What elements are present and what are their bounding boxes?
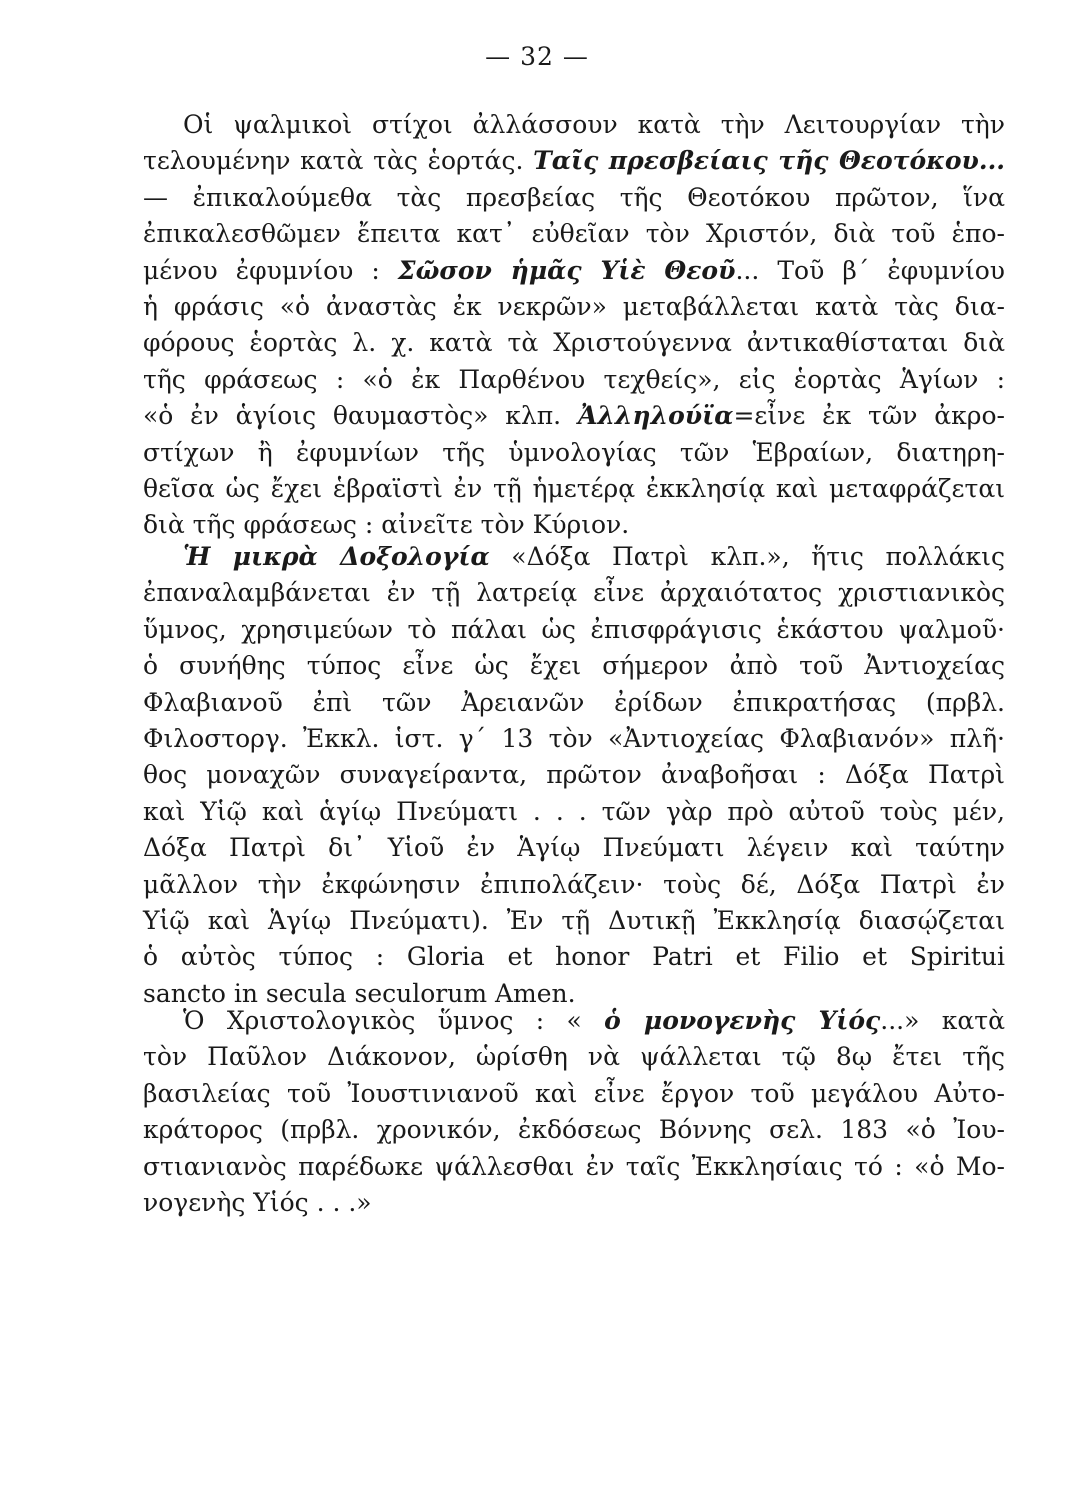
text-segment: φόρους ἑορτὰς λ. χ. κατὰ τὰ Χριστούγεννα ἀντικαθίσταται διὰ xyxy=(143,328,1005,358)
text-segment: ἐπικαλεσθῶμεν ἔπειτα κατ᾽ εὐθεῖαν τὸν Χριστόν, διὰ τοῦ ἑπο- xyxy=(143,219,1005,249)
text-segment: «ὁ ἐν ἁγίοις θαυμαστὸς» κλπ. xyxy=(143,401,578,431)
text-line xyxy=(143,575,1005,611)
text-segment: ... Τοῦ β΄ ἐφυμνίου xyxy=(735,255,1005,285)
text-segment: ἐπαναλαμβάνεται ἐν τῇ λατρείᾳ εἶνε ἀρχαιότατος χριστιανικὸς xyxy=(143,578,1005,608)
text-segment: sancto in secula seculorum Amen. xyxy=(143,978,576,1008)
text-segment: =εἶνε ἐκ τῶν ἀκρο- xyxy=(733,401,1005,431)
text-segment: — ἐπικαλούμεθα τὰς πρεσβείας τῆς Θεοτόκου πρῶτον, ἵνα xyxy=(143,182,1005,212)
text-line xyxy=(143,612,1005,648)
paragraph-small-doxology xyxy=(143,539,1005,1012)
text-line xyxy=(143,107,1005,143)
text-segment: μᾶλλον τὴν ἐκφώνησιν ἐπιπολάζειν· τοὺς δέ, Δόξα Πατρὶ ἐν xyxy=(143,869,1005,899)
text-segment: ὁ αὐτὸς τύπος : Gloria et honor Patri et Filio et Spiritui xyxy=(143,942,1005,972)
text-segment: Δόξα Πατρὶ δι᾽ Υἱοῦ ἐν Ἁγίῳ Πνεύματι λέγειν καὶ ταύτην xyxy=(143,833,1005,863)
text-segment: ἡ φράσις «ὁ ἀναστὰς ἐκ νεκρῶν» μεταβάλλεται κατὰ τὰς δια- xyxy=(143,291,1005,321)
text-line xyxy=(143,830,1005,866)
text-segment: Φιλοστοργ. Ἐκκλ. ἱστ. γ΄ 13 τὸν «Ἀντιοχείας Φλαβιανόν» πλῆ· xyxy=(143,723,1005,753)
text-segment: κράτορος (πρβλ. χρονικόν, ἐκδόσεως Βόννης σελ. 183 «ὁ Ἰου- xyxy=(143,1115,1005,1145)
text-line xyxy=(143,289,1005,325)
text-segment: βασιλείας τοῦ Ἰουστινιανοῦ καὶ εἶνε ἔργον τοῦ μεγάλου Αὐτο- xyxy=(143,1078,1005,1108)
text-line xyxy=(143,1112,1005,1148)
text-line xyxy=(143,903,1005,939)
text-segment: θος μοναχῶν συναγείραντα, πρῶτον ἀναβοῆσαι : Δόξα Πατρὶ xyxy=(143,760,1005,790)
text-segment: Υἱῷ καὶ Ἁγίῳ Πνεύματι). Ἐν τῇ Δυτικῇ Ἐκκλησίᾳ διασῴζεται xyxy=(143,905,1005,935)
text-line xyxy=(143,216,1005,252)
text-segment: ὕμνος, χρησιμεύων τὸ πάλαι ὡς ἐπισφράγισις ἑκάστου ψαλμοῦ· xyxy=(143,614,1005,644)
text-segment: ὁ συνήθης τύπος εἶνε ὡς ἔχει σήμερον ἀπὸ τοῦ Ἀντιοχείας xyxy=(143,651,1005,681)
text-line xyxy=(143,143,1005,179)
emphasized-phrase: Ταῖς πρεσβείαις τῆς Θεοτόκου... xyxy=(533,146,1005,176)
emphasized-phrase: Ἡ μικρὰ Δοξολογία xyxy=(183,542,490,571)
text-segment: «Δόξα Πατρὶ κλπ.», ἥτις πολλάκις xyxy=(489,542,1005,571)
text-line xyxy=(143,253,1005,289)
text-line xyxy=(143,435,1005,471)
paragraph-christological-hymn xyxy=(143,1003,1005,1221)
text-line xyxy=(143,757,1005,793)
text-line xyxy=(143,471,1005,507)
text-line xyxy=(143,539,1005,575)
text-line xyxy=(143,721,1005,757)
text-line xyxy=(143,685,1005,721)
text-line xyxy=(143,1039,1005,1075)
text-segment: τὸν Παῦλον Διάκονον, ὡρίσθη νὰ ψάλλεται τῷ 8ῳ ἔτει τῆς xyxy=(143,1042,1005,1072)
emphasized-phrase: ὁ μονογενὴς Υἱός xyxy=(604,1006,881,1035)
page-number: — 32 — xyxy=(485,42,589,71)
text-segment: τελουμένην κατὰ τὰς ἑορτάς. xyxy=(143,146,534,176)
text-segment: τῆς φράσεως : «ὁ ἐκ Παρθένου τεχθείς», εἰς ἑορτὰς Ἁγίων : xyxy=(143,364,1005,394)
text-line xyxy=(143,398,1005,434)
text-line xyxy=(143,867,1005,903)
emphasized-phrase: Ἀλληλούϊα xyxy=(577,401,734,431)
text-segment: Οἱ ψαλμικοὶ στίχοι ἀλλάσσουν κατὰ τὴν Λειτουργίαν τὴν xyxy=(183,110,1005,139)
text-line xyxy=(143,1003,1005,1039)
text-line xyxy=(143,1076,1005,1112)
text-segment: στίχων ἢ ἐφυμνίων τῆς ὑμνολογίας τῶν Ἑβραίων, διατηρη- xyxy=(143,437,1005,467)
text-line xyxy=(143,1149,1005,1185)
text-line xyxy=(143,362,1005,398)
text-segment: μένου ἐφυμνίου : xyxy=(143,255,398,285)
emphasized-phrase: Σῶσον ἡμᾶς Υἱὲ Θεοῦ xyxy=(397,255,736,285)
text-segment: νογενὴς Υἱός . . .» xyxy=(143,1187,372,1217)
text-line xyxy=(143,648,1005,684)
paragraph-psalm-verses xyxy=(143,107,1005,544)
text-line xyxy=(143,1185,1005,1221)
text-line xyxy=(143,939,1005,975)
text-line xyxy=(143,180,1005,216)
text-segment: Ὁ Χριστολογικὸς ὕμνος : « xyxy=(183,1006,605,1035)
text-line xyxy=(143,325,1005,361)
text-segment: διὰ τῆς φράσεως : αἰνεῖτε τὸν Κύριον. xyxy=(143,510,630,540)
text-segment: καὶ Υἱῷ καὶ ἁγίῳ Πνεύματι . . . τῶν γὰρ πρὸ αὐτοῦ τοὺς μέν, xyxy=(143,796,1005,826)
text-segment: ...» κατὰ xyxy=(880,1006,1005,1035)
text-line xyxy=(143,794,1005,830)
text-segment: στιανιανὸς παρέδωκε ψάλλεσθαι ἐν ταῖς Ἐκκλησίαις τό : «ὁ Μο- xyxy=(143,1151,1005,1181)
text-segment: θεῖσα ὡς ἔχει ἑβραϊστὶ ἐν τῇ ἡμετέρᾳ ἐκκλησίᾳ καὶ μεταφράζεται xyxy=(143,473,1005,503)
text-segment: Φλαβιανοῦ ἐπὶ τῶν Ἀρειανῶν ἐρίδων ἐπικρατήσας (πρβλ. xyxy=(143,687,1005,717)
